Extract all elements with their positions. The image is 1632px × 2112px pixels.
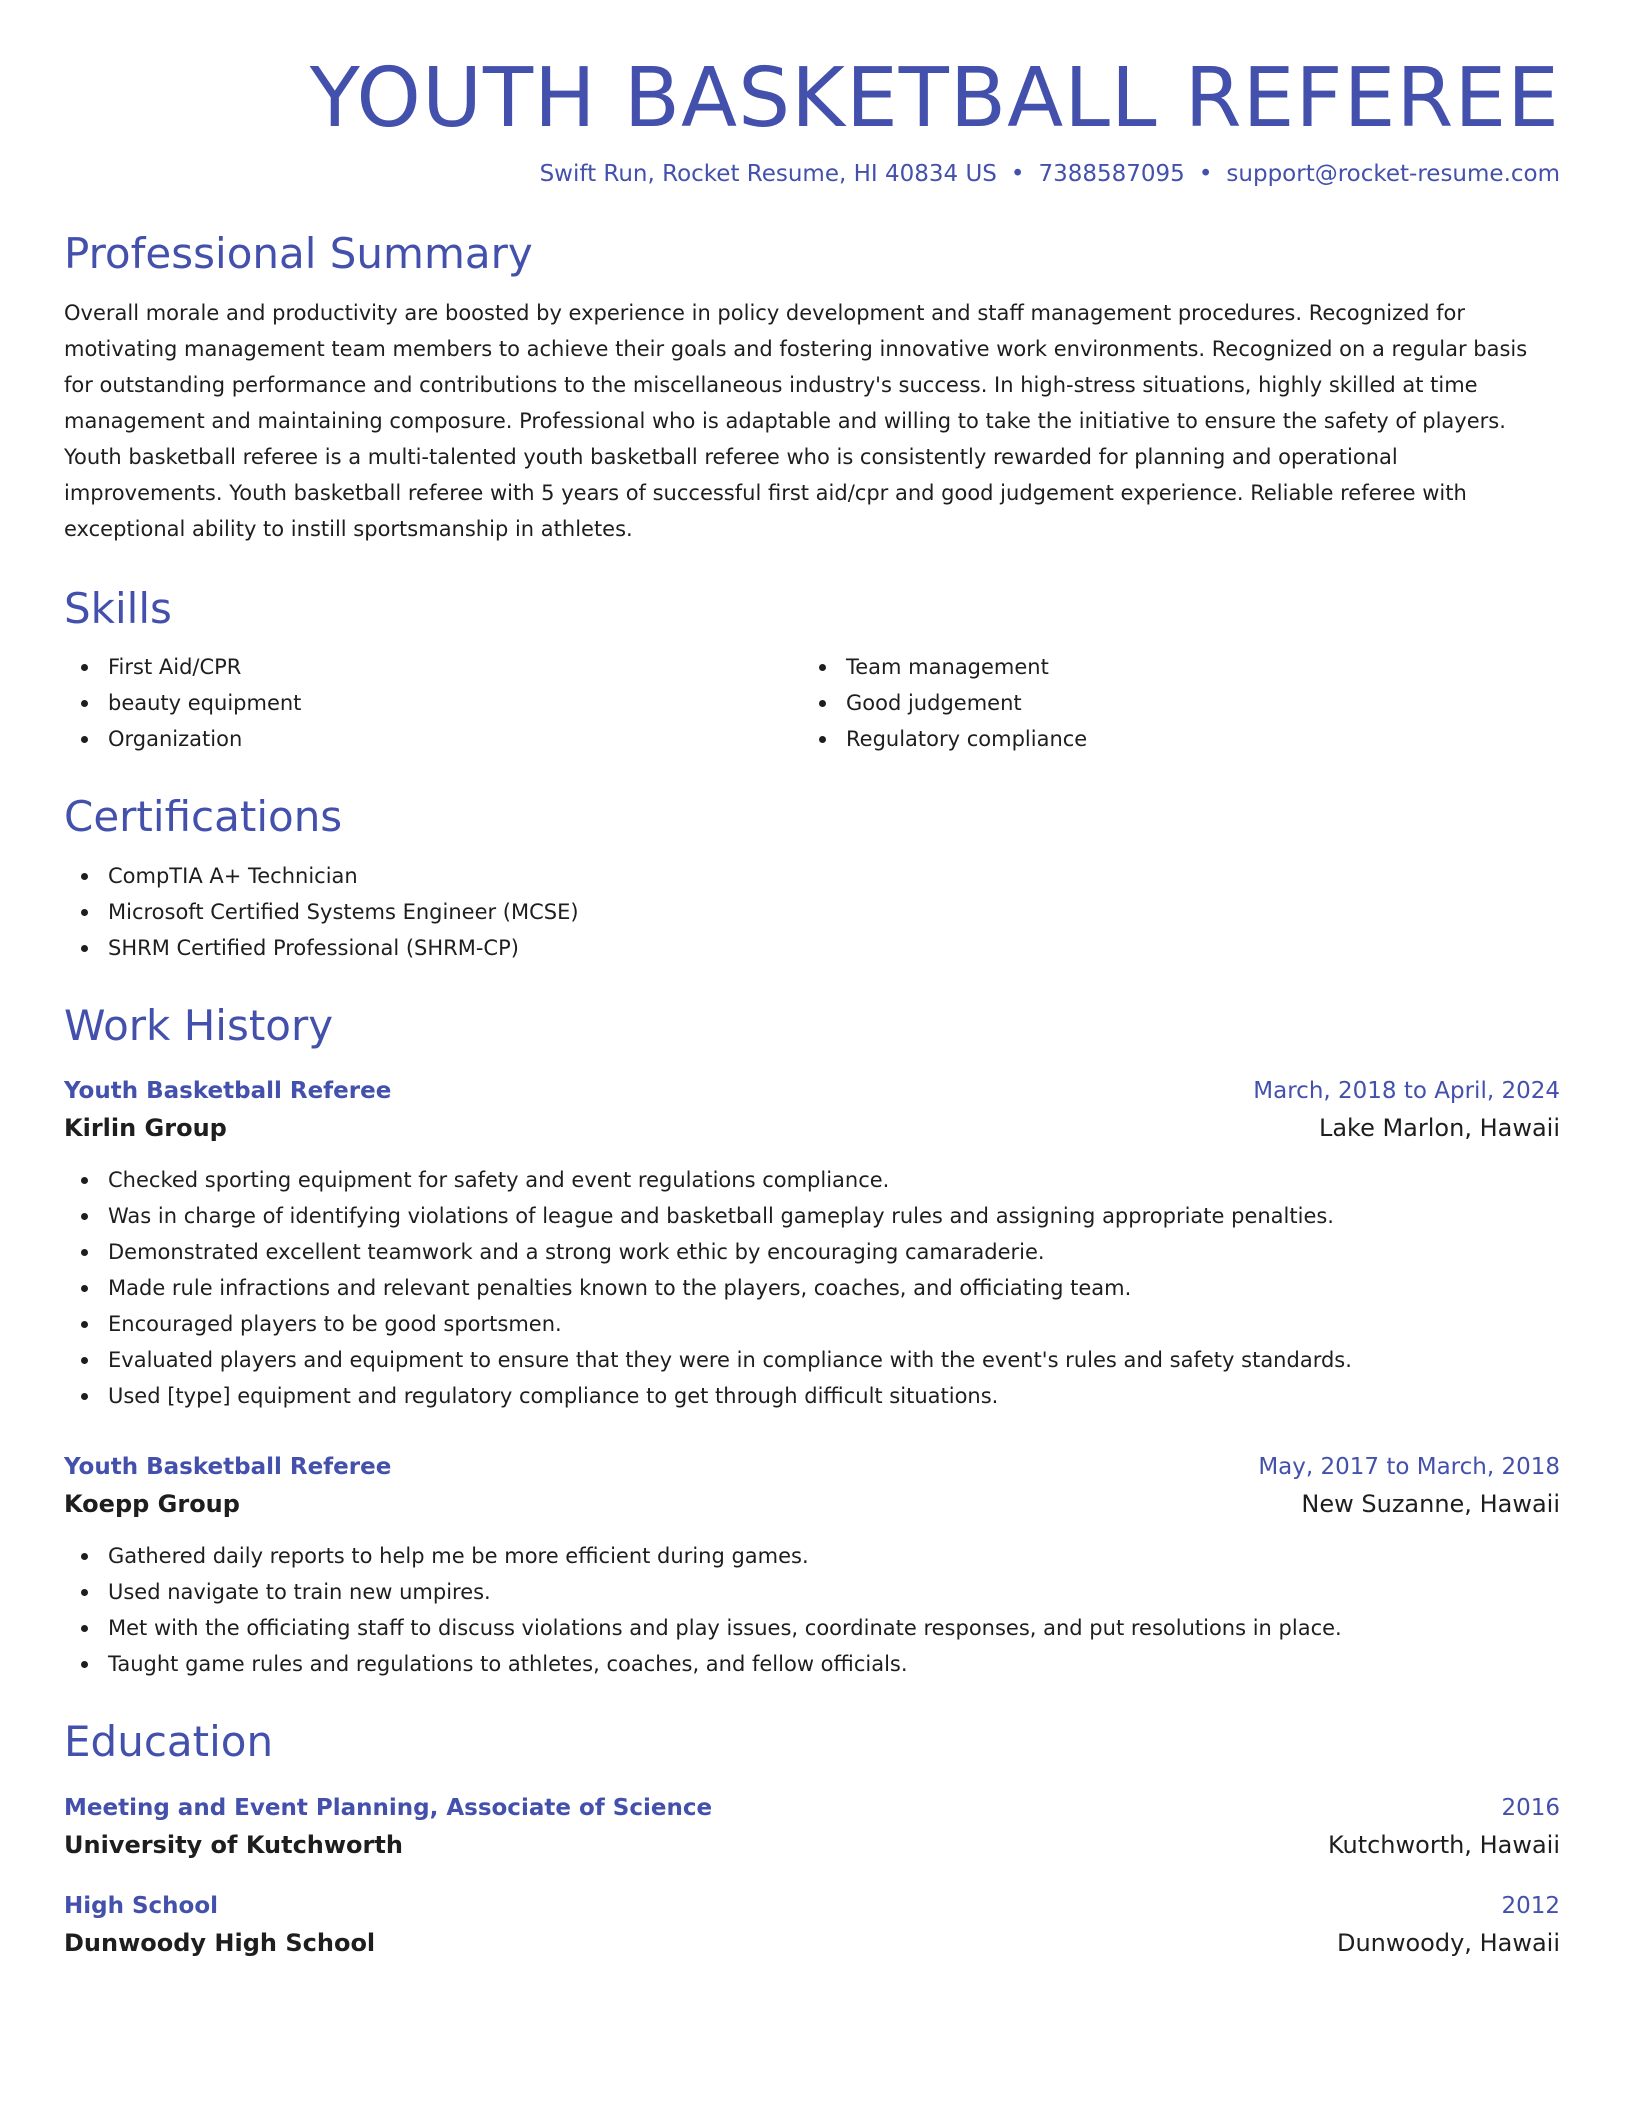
job-entry [64, 1450, 1560, 1682]
graduation-year: 2012 [1501, 1892, 1560, 1919]
job-dates: May, 2017 to March, 2018 [1258, 1454, 1560, 1481]
job-duties-list [64, 1538, 1560, 1682]
certification-item: CompTIA A+ Technician [108, 858, 1560, 894]
job-duty-item: Gathered daily reports to help me be more efficient during games. [108, 1538, 1560, 1574]
job-location: New Suzanne, Hawaii [1301, 1490, 1560, 1519]
job-duty-item: Used navigate to train new umpires. [108, 1574, 1560, 1610]
contact-separator: • [1198, 161, 1213, 188]
certification-item: SHRM Certified Professional (SHRM-CP) [108, 930, 1560, 966]
education-section [64, 1716, 1560, 1963]
skill-item: beauty equipment [108, 685, 802, 721]
skills-grid [64, 649, 1560, 757]
certifications-list [64, 858, 1560, 966]
job-dates: March, 2018 to April, 2024 [1253, 1078, 1560, 1105]
job-title: Youth Basketball Referee [64, 1454, 392, 1481]
degree-row [64, 1889, 1560, 1923]
job-duty-item: Evaluated players and equipment to ensure that they were in compliance with the event's rules and safety standards. [108, 1342, 1560, 1378]
school-row [64, 1825, 1560, 1865]
certification-item: Microsoft Certified Systems Engineer (MCSE) [108, 894, 1560, 930]
job-duty-item: Used [type] equipment and regulatory compliance to get through difficult situations. [108, 1378, 1560, 1414]
skills-column-right [802, 649, 1540, 757]
degree-name: Meeting and Event Planning, Associate of Science [64, 1794, 713, 1821]
skills-column-left [64, 649, 802, 757]
job-title-row [64, 1074, 1560, 1108]
contact-separator: • [1010, 161, 1025, 188]
certifications-section [64, 791, 1560, 966]
job-duty-item: Made rule infractions and relevant penalties known to the players, coaches, and officiating team. [108, 1270, 1560, 1306]
degree-name: High School [64, 1892, 219, 1919]
job-duty-item: Was in charge of identifying violations of league and basketball gameplay rules and assigning appropriate penalties. [108, 1198, 1560, 1234]
job-duty-item: Checked sporting equipment for safety and event regulations compliance. [108, 1162, 1560, 1198]
skills-heading: Skills [64, 583, 172, 633]
skills-list-right [802, 649, 1540, 757]
school-name: University of Kutchworth [64, 1830, 403, 1859]
candidate-name: YOUTH BASKETBALL REFEREE [309, 51, 1560, 146]
job-title-row [64, 1450, 1560, 1484]
work-history-section [64, 1000, 1560, 1683]
job-entry [64, 1074, 1560, 1414]
skill-item: Organization [108, 721, 802, 757]
skill-item: Regulatory compliance [846, 721, 1540, 757]
school-location: Dunwoody, Hawaii [1336, 1928, 1560, 1957]
resume-page [64, 0, 1560, 1963]
school-location: Kutchworth, Hawaii [1327, 1830, 1560, 1859]
contact-email[interactable]: support@rocket-resume.com [1226, 161, 1560, 188]
school-row [64, 1923, 1560, 1963]
skill-item: First Aid/CPR [108, 649, 802, 685]
graduation-year: 2016 [1501, 1794, 1560, 1821]
job-location: Lake Marlon, Hawaii [1318, 1114, 1560, 1143]
work-history-heading: Work History [64, 1000, 334, 1050]
job-company: Koepp Group [64, 1490, 240, 1519]
education-entry [64, 1889, 1560, 1963]
certifications-heading: Certifications [64, 792, 343, 842]
contact-phone[interactable]: 7388587095 [1038, 161, 1185, 188]
school-name: Dunwoody High School [64, 1928, 376, 1957]
job-duty-item: Taught game rules and regulations to athletes, coaches, and fellow officials. [108, 1646, 1560, 1682]
job-company-row [64, 1108, 1560, 1148]
job-duties-list [64, 1162, 1560, 1414]
job-duty-item: Encouraged players to be good sportsmen. [108, 1306, 1560, 1342]
job-duty-item: Met with the officiating staff to discuss violations and play issues, coordinate responses, and put resolutions in place. [108, 1610, 1560, 1646]
skill-item: Good judgement [846, 685, 1540, 721]
education-heading: Education [64, 1717, 274, 1767]
education-entry [64, 1791, 1560, 1865]
skills-list-left [64, 649, 802, 757]
resume-header [64, 0, 1560, 190]
job-duty-item: Demonstrated excellent teamwork and a strong work ethic by encouraging camaraderie. [108, 1234, 1560, 1270]
skill-item: Team management [846, 649, 1540, 685]
degree-row [64, 1791, 1560, 1825]
skills-section [64, 583, 1560, 758]
job-company: Kirlin Group [64, 1114, 227, 1143]
job-company-row [64, 1484, 1560, 1524]
summary-section [64, 228, 1560, 547]
contact-address: Swift Run, Rocket Resume, HI 40834 US [539, 161, 997, 188]
summary-heading: Professional Summary [64, 229, 533, 279]
summary-text: Overall morale and productivity are boosted by experience in policy development and staff management procedures. Recognized for motivating management team members to achieve their goals and fostering innovative work environments. Recognized on a regular basis for outstanding performance and contributions to the miscellaneous industry's success. In high-stress situations, highly skilled at time management and maintaining composure. Professional who is adaptable and willing to take the initiative to ensure the safety of players. Youth basketball referee is a multi-talented youth basketball referee who is consistently rewarded for planning and operational improvements. Youth basketball referee with 5 years of successful first aid/cpr and good judgement experience. Reliable referee with exceptional ability to instill sportsmanship in athletes. [64, 300, 1528, 541]
contact-line [64, 160, 1560, 190]
job-title: Youth Basketball Referee [64, 1078, 392, 1105]
